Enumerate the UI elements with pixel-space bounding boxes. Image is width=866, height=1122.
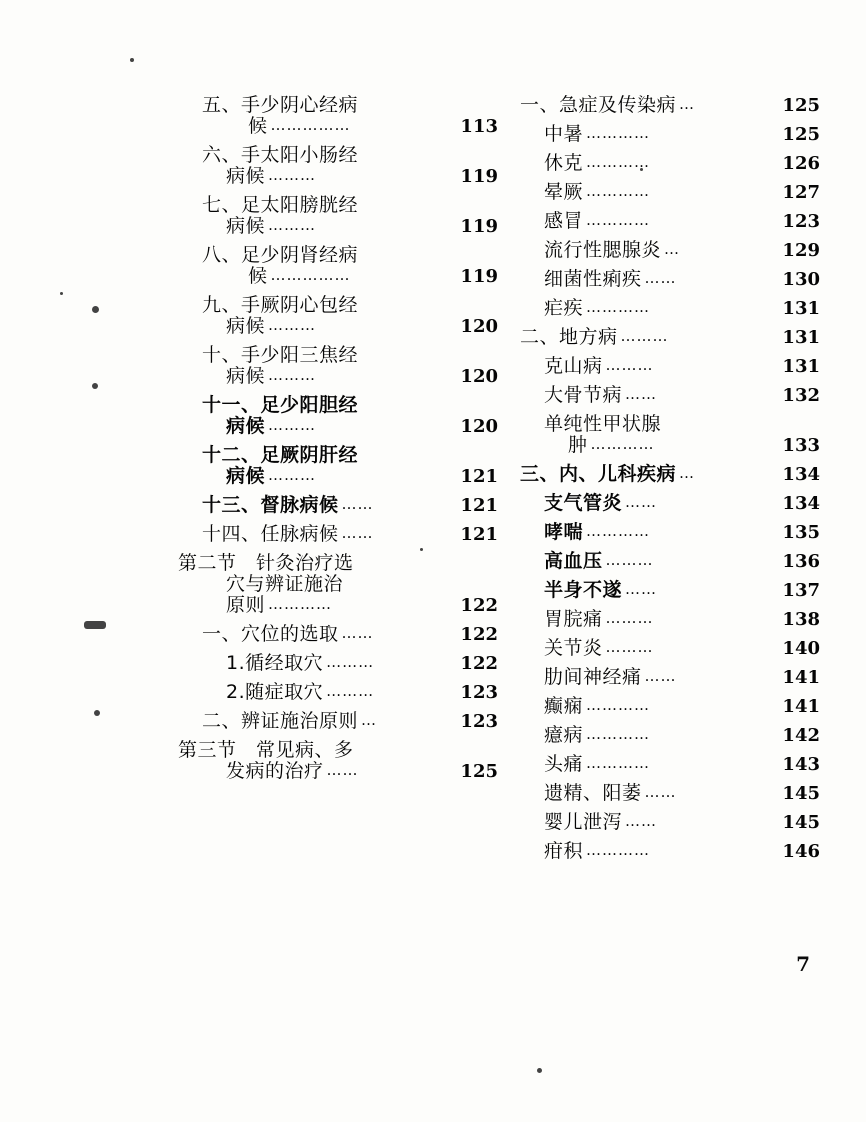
toc-entry[interactable]: [544, 697, 820, 716]
toc-entry-page: 120: [460, 316, 498, 337]
toc-entry-label: 大骨节病: [544, 384, 623, 406]
toc-entry-page: 125: [782, 124, 820, 145]
toc-leader-dots: ………: [268, 368, 317, 383]
toc-entry[interactable]: [226, 762, 498, 781]
toc-entry-label: 十、手少阳三焦经: [202, 344, 359, 366]
toc-entry[interactable]: [202, 396, 498, 415]
toc-entry-page: 121: [460, 524, 498, 545]
toc-entry-label: 高血压: [544, 550, 603, 572]
toc-entry-label: 病候: [226, 215, 266, 237]
toc-entry-label: 候: [248, 115, 268, 137]
toc-entry-page: 135: [782, 522, 820, 543]
toc-entry-label: 肋间神经痛: [544, 666, 642, 688]
toc-entry-label: 半身不遂: [544, 579, 623, 601]
toc-leader-dots: …………: [586, 843, 651, 858]
toc-entry[interactable]: [544, 581, 820, 600]
toc-leader-dots: …: [679, 466, 696, 481]
toc-entry[interactable]: [544, 668, 820, 687]
toc-leader-dots: ………: [605, 640, 654, 655]
toc-entry[interactable]: [178, 554, 498, 573]
toc-entry-label: 2.随症取穴: [226, 681, 324, 703]
toc-leader-dots: …………: [590, 437, 655, 452]
toc-leader-dots: ……: [341, 497, 374, 512]
toc-leader-dots: …………: [586, 184, 651, 199]
toc-entry[interactable]: [202, 346, 498, 365]
toc-entry-label: 十二、足厥阴肝经: [202, 444, 359, 466]
toc-leader-dots: ………: [605, 611, 654, 626]
toc-entry-page: 141: [782, 696, 820, 717]
toc-leader-dots: ………: [268, 418, 317, 433]
toc-entry-label: 支气管炎: [544, 492, 623, 514]
toc-entry-page: 131: [782, 298, 820, 319]
toc-leader-dots: …………: [586, 756, 651, 771]
toc-leader-dots: ………: [620, 329, 669, 344]
toc-entry[interactable]: [544, 241, 820, 260]
toc-entry[interactable]: [202, 525, 498, 544]
toc-entry[interactable]: [544, 842, 820, 861]
toc-entry-label: 一、穴位的选取: [202, 623, 339, 645]
toc-entry-page: 131: [782, 356, 820, 377]
toc-entry-label: 候: [248, 265, 268, 287]
toc-leader-dots: ………: [605, 553, 654, 568]
toc-entry-page: 140: [782, 638, 820, 659]
toc-entry-page: 146: [782, 841, 820, 862]
toc-entry-label: 病候: [226, 415, 266, 437]
toc-entry-label: 三、内、儿科疾病: [520, 463, 677, 485]
toc-entry-page: 119: [460, 166, 498, 187]
toc-leader-dots: ………: [268, 218, 317, 233]
toc-entry-page: 145: [782, 812, 820, 833]
toc-entry-page: 138: [782, 609, 820, 630]
toc-leader-dots: ……: [644, 785, 677, 800]
toc-entry[interactable]: [544, 125, 820, 144]
toc-entry-page: 130: [782, 269, 820, 290]
toc-entry-label: 一、急症及传染病: [520, 94, 677, 116]
toc-entry[interactable]: [544, 523, 820, 542]
toc-entry-label: 关节炎: [544, 637, 603, 659]
toc-entry-label: 第二节 针灸治疗选: [178, 552, 354, 574]
toc-entry[interactable]: [202, 496, 498, 515]
toc-entry-label: 感冒: [544, 210, 584, 232]
toc-entry-label: 病候: [226, 165, 266, 187]
toc-leader-dots: ………: [268, 168, 317, 183]
toc-entry[interactable]: [544, 610, 820, 629]
toc-entry[interactable]: [544, 183, 820, 202]
toc-leader-dots: ………: [605, 358, 654, 373]
toc-leader-dots: ……: [625, 582, 658, 597]
toc-entry-label: 六、手太阳小肠经: [202, 144, 359, 166]
page-folio: 7: [796, 952, 810, 976]
toc-entry-label: 病候: [226, 315, 266, 337]
toc-entry[interactable]: [544, 755, 820, 774]
toc-entry-label: 疟疾: [544, 297, 584, 319]
toc-entry[interactable]: [248, 267, 498, 286]
toc-leader-dots: …………: [586, 213, 651, 228]
toc-leader-dots: …………: [586, 300, 651, 315]
toc-entry-page: 134: [782, 493, 820, 514]
toc-entry-page: 123: [460, 711, 498, 732]
toc-entry-page: 136: [782, 551, 820, 572]
toc-leader-dots: …………: [586, 155, 651, 170]
toc-entry-label: 十三、督脉病候: [202, 494, 339, 516]
toc-entry[interactable]: [226, 417, 498, 436]
toc-leader-dots: …………: [268, 597, 333, 612]
toc-leader-dots: ………: [326, 655, 375, 670]
toc-entry-label: 晕厥: [544, 181, 584, 203]
toc-entry-page: 122: [460, 653, 498, 674]
toc-entry-page: 119: [460, 216, 498, 237]
toc-leader-dots: ……: [625, 495, 658, 510]
toc-entry-label: 1.循经取穴: [226, 652, 324, 674]
toc-leader-dots: ……: [341, 626, 374, 641]
toc-entry-label: 遗精、阳萎: [544, 782, 642, 804]
toc-entry-label: 头痛: [544, 753, 584, 775]
toc-entry-label: 哮喘: [544, 521, 584, 543]
toc-entry[interactable]: [226, 575, 498, 594]
toc-leader-dots: ……………: [270, 268, 351, 283]
toc-entry[interactable]: [202, 146, 498, 165]
toc-entry[interactable]: [544, 154, 820, 173]
toc-entry[interactable]: [544, 357, 820, 376]
toc-leader-dots: …………: [586, 524, 651, 539]
toc-entry[interactable]: [226, 317, 498, 336]
toc-entry-label: 十四、任脉病候: [202, 523, 339, 545]
toc-leader-dots: …………: [586, 126, 651, 141]
toc-entry[interactable]: [544, 726, 820, 745]
toc-entry[interactable]: [202, 196, 498, 215]
toc-entry-label: 胃脘痛: [544, 608, 603, 630]
toc-entry-label: 中暑: [544, 123, 584, 145]
toc-entry[interactable]: [568, 436, 820, 455]
toc-entry[interactable]: [226, 654, 498, 673]
toc-leader-dots: ………: [326, 684, 375, 699]
toc-entry-page: 121: [460, 495, 498, 516]
toc-entry-label: 原则: [226, 594, 266, 616]
toc-entry-page: 141: [782, 667, 820, 688]
toc-entry[interactable]: [202, 712, 498, 731]
toc-entry-page: 126: [782, 153, 820, 174]
toc-entry-page: 123: [460, 682, 498, 703]
toc-entry[interactable]: [544, 784, 820, 803]
toc-entry-label: 婴儿泄泻: [544, 811, 623, 833]
toc-leader-dots: …: [361, 713, 378, 728]
toc-entry-page: 120: [460, 416, 498, 437]
toc-entry-label: 休克: [544, 152, 584, 174]
toc-entry-page: 137: [782, 580, 820, 601]
toc-leader-dots: ……: [644, 271, 677, 286]
toc-entry[interactable]: [178, 741, 498, 760]
toc-entry-label: 单纯性甲状腺: [544, 413, 662, 435]
toc-entry[interactable]: [544, 494, 820, 513]
toc-entry[interactable]: [544, 386, 820, 405]
toc-entry[interactable]: [544, 415, 820, 434]
toc-entry-label: 细菌性痢疾: [544, 268, 642, 290]
toc-entry[interactable]: [520, 328, 820, 347]
toc-entry-page: 131: [782, 327, 820, 348]
toc-column-left: [178, 96, 498, 791]
toc-entry-label: 病候: [226, 465, 266, 487]
toc-entry[interactable]: [226, 596, 498, 615]
toc-leader-dots: …………: [586, 727, 651, 742]
toc-entry-label: 第三节 常见病、多: [178, 739, 354, 761]
toc-entry-label: 八、足少阴肾经病: [202, 244, 359, 266]
toc-entry-page: 134: [782, 464, 820, 485]
toc-entry-page: 133: [782, 435, 820, 456]
toc-leader-dots: ……: [625, 387, 658, 402]
toc-entry[interactable]: [226, 683, 498, 702]
toc-entry[interactable]: [544, 270, 820, 289]
toc-entry-page: 142: [782, 725, 820, 746]
toc-entry-label: 七、足太阳膀胱经: [202, 194, 359, 216]
toc-entry[interactable]: [226, 217, 498, 236]
toc-entry[interactable]: [202, 96, 498, 115]
toc-entry[interactable]: [226, 467, 498, 486]
toc-leader-dots: ………: [268, 468, 317, 483]
toc-entry[interactable]: [226, 367, 498, 386]
toc-leader-dots: ……: [326, 763, 359, 778]
toc-entry[interactable]: [544, 299, 820, 318]
toc-entry-label: 二、地方病: [520, 326, 618, 348]
toc-leader-dots: ……………: [270, 118, 351, 133]
toc-entry-page: 143: [782, 754, 820, 775]
toc-entry-page: 119: [460, 266, 498, 287]
toc-entry[interactable]: [544, 639, 820, 658]
toc-entry-label: 癔病: [544, 724, 584, 746]
toc-entry[interactable]: [202, 446, 498, 465]
toc-entry[interactable]: [226, 167, 498, 186]
toc-entry[interactable]: [520, 465, 820, 484]
toc-leader-dots: ……: [625, 814, 658, 829]
toc-leader-dots: ………: [268, 318, 317, 333]
toc-entry[interactable]: [520, 96, 820, 115]
toc-leader-dots: …………: [586, 698, 651, 713]
toc-entry-page: 120: [460, 366, 498, 387]
toc-entry-label: 疳积: [544, 840, 584, 862]
toc-entry-label: 癫痫: [544, 695, 584, 717]
toc-entry-page: 125: [782, 95, 820, 116]
toc-entry-label: 九、手厥阴心包经: [202, 294, 359, 316]
toc-entry-page: 129: [782, 240, 820, 261]
toc-entry[interactable]: [544, 552, 820, 571]
toc-entry[interactable]: [248, 117, 498, 136]
toc-entry-page: 145: [782, 783, 820, 804]
toc-entry-page: 121: [460, 466, 498, 487]
toc-entry-label: 五、手少阴心经病: [202, 94, 359, 116]
toc-entry-label: 肿: [568, 434, 588, 456]
toc-entry-page: 125: [460, 761, 498, 782]
toc-entry-label: 十一、足少阳胆经: [202, 394, 359, 416]
toc-entry-label: 流行性腮腺炎: [544, 239, 662, 261]
toc-column-right: [520, 96, 820, 871]
toc-entry[interactable]: [202, 246, 498, 265]
toc-entry-page: 132: [782, 385, 820, 406]
toc-entry-page: 127: [782, 182, 820, 203]
toc-entry[interactable]: [544, 212, 820, 231]
toc-leader-dots: ……: [644, 669, 677, 684]
toc-entry-page: 122: [460, 595, 498, 616]
toc-entry[interactable]: [544, 813, 820, 832]
toc-entry-label: 发病的治疗: [226, 760, 324, 782]
toc-entry-page: 113: [460, 116, 498, 137]
toc-entry-label: 克山病: [544, 355, 603, 377]
toc-entry-page: 122: [460, 624, 498, 645]
toc-entry-label: 病候: [226, 365, 266, 387]
toc-leader-dots: …: [664, 242, 681, 257]
toc-leader-dots: ……: [341, 526, 374, 541]
toc-entry-page: 123: [782, 211, 820, 232]
toc-entry-label: 穴与辨证施治: [226, 573, 344, 595]
toc-entry-label: 二、辨证施治原则: [202, 710, 359, 732]
toc-leader-dots: …: [679, 97, 696, 112]
toc-entry[interactable]: [202, 296, 498, 315]
toc-entry[interactable]: [202, 625, 498, 644]
